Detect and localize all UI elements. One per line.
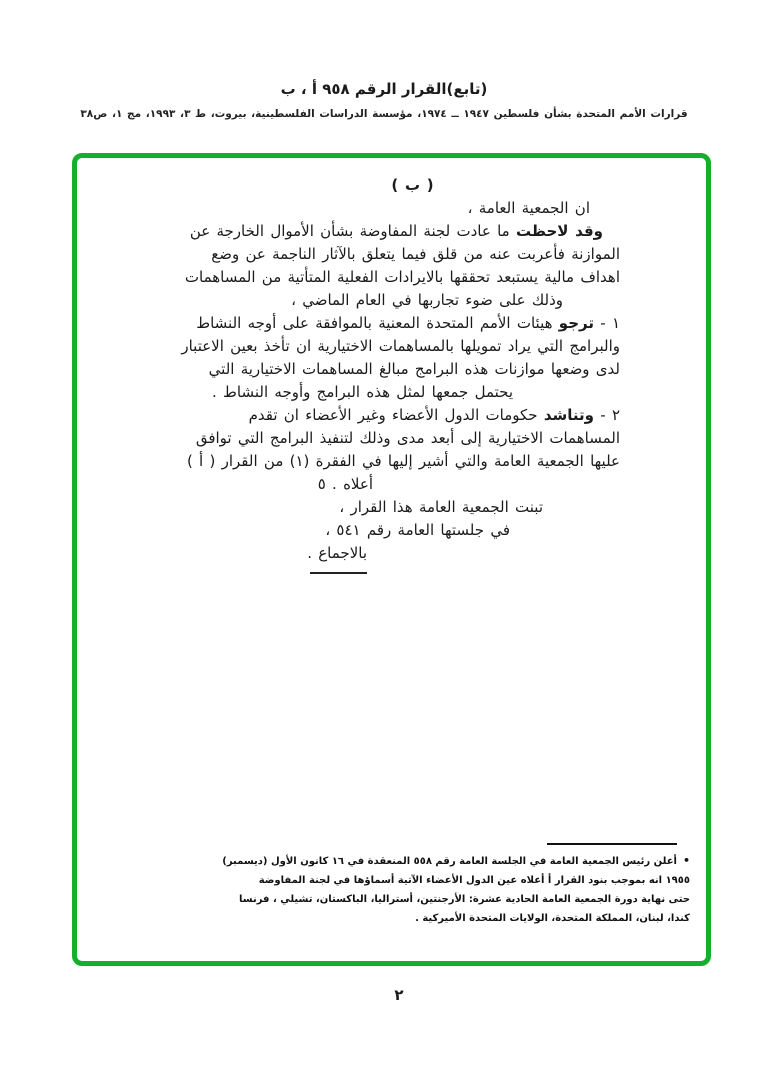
preamble-line-1 [189,220,620,243]
page-title: (تابع)القرار الرقم ٩٥٨ أ ، ب [280,80,488,98]
clause-2-line-1-rest: حكومات الدول الأعضاء وغير الأعضاء ان تقدم [248,406,544,424]
closing-rule [310,572,367,574]
preamble-line-2: الموازنة فأعربت عنه من قلق فيما يتعلق بالآثار الناجمة عن وضع [211,245,620,263]
clause-1-line-1-rest: هيئات الأمم المتحدة المعنية بالموافقة على أوجه النشاط [196,314,559,332]
salutation-line: ان الجمعية العامة ، [467,199,590,217]
closing-line-1: تبنت الجمعية العامة هذا القرار ، [339,498,543,516]
footnote-bullet-icon: • [682,854,690,867]
clause-1-line-3: لدى وضعها موازنات هذه البرامج مبالغ المساهمات الاختيارية التي [208,360,620,378]
footnote-line-1-text: أعلن رئيس الجمعية العامة في الجلسة العامة رقم ٥٥٨ المنعقدة في ١٦ كانون الأول (ديسمبر) [222,856,677,867]
section-heading: ( ب ) [391,176,434,194]
clause-1-lead: ترجو [558,314,594,332]
footnote-line-4: كندا، لبنان، المملكة المتحدة، الولايات المتحدة الأميركية . [415,913,690,924]
clause-2-number: ٢ - [593,406,620,424]
clause-2-line-1 [205,404,620,427]
clause-1-number: ١ - [593,314,620,332]
preamble-line-3: اهداف مالية يستبعد تحققها بالايرادات الفعلية المتأتية من المساهمات [184,268,620,286]
footnote-separator [547,843,677,845]
resolution-text [181,174,620,574]
footnote [222,851,690,928]
footnote-line-2: ١٩٥٥ انه بموجب بنود القرار أ أعلاه عين الدول الأعضاء الآتية أسماؤها في لجنة المفاوضة [258,875,690,886]
footnote-line-3: حتى نهاية دورة الجمعية العامة الحادية عشرة: الأرجنتين، أستراليا، الباكستان، تشيلي ، فرنسا [239,894,690,905]
clause-2-line-3: عليها الجمعية العامة والتي أشير إليها في الفقرة (١) من القرار ( أ ) [186,452,620,470]
closing-line-3: بالاجماع . [307,544,367,562]
clause-1-line-1 [196,312,620,335]
source-citation: قرارات الأمم المتحدة بشأن فلسطين ١٩٤٧ ــ ١٩٧٤، مؤسسة الدراسات الفلسطينية، بيروت، ط ٣، ١٩٩٣، مج ١، ص٣٨ [80,108,688,120]
highlight-box [72,153,711,966]
clause-2-line-4: أعلاه . ٥ [317,475,373,493]
preamble-line-4: وذلك على ضوء تجاربها في العام الماضي ، [291,291,563,309]
footnote-line-1 [222,851,690,871]
preamble-lead: وقد لاحظت [515,222,603,240]
clause-2-lead: وتناشد [543,406,594,424]
preamble-line-1-rest: ما عادت لجنة المفاوضة بشأن الأموال الخارجة عن [189,222,516,240]
page-number: ٢ [394,986,404,1004]
closing-line-2: في جلستها العامة رقم ٥٤١ ، [325,521,510,539]
clause-2-line-2: المساهمات الاختيارية إلى أبعد مدى وذلك لتنفيذ البرامج التي توافق [195,429,620,447]
clause-1-line-4: يحتمل جمعها لمثل هذه البرامج وأوجه النشاط . [212,383,513,401]
clause-1-line-2: والبرامج التي يراد تمويلها بالمساهمات الاختيارية ان تأخذ بعين الاعتبار [181,337,620,355]
